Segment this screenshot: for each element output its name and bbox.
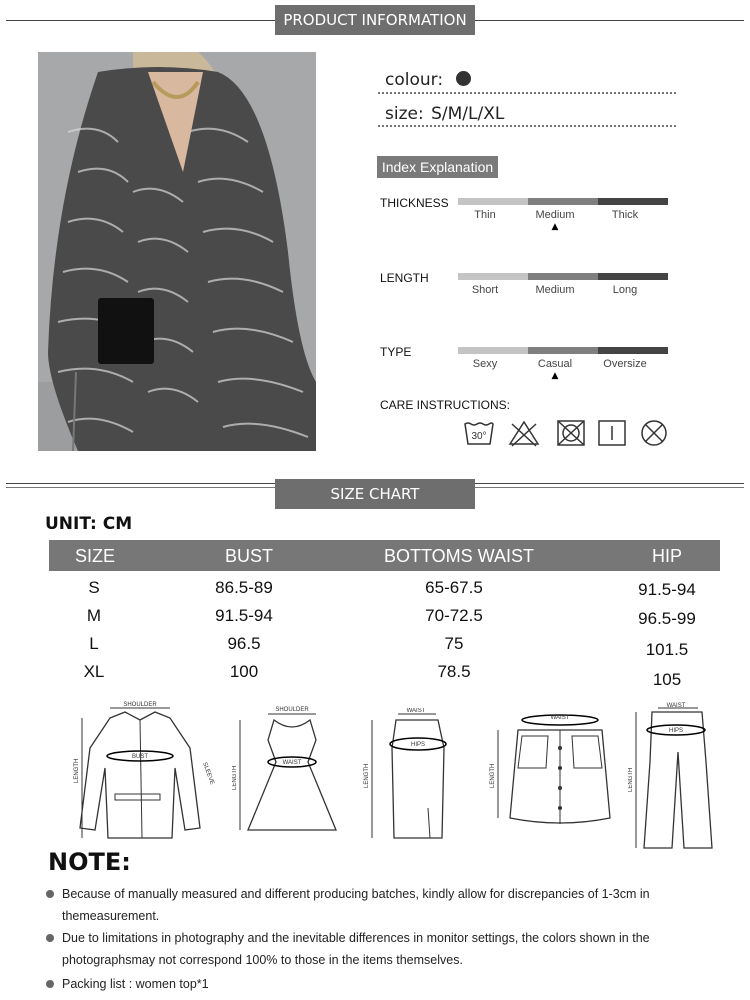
waist-label: WAIST	[666, 703, 686, 709]
colour-swatch[interactable]	[456, 71, 471, 86]
dress-diagram	[232, 700, 344, 842]
size-cell: 96.5	[227, 634, 261, 653]
scale-option: Medium	[535, 209, 575, 221]
scale-bar-segment	[458, 347, 528, 354]
no-tumble-dry-icon	[555, 418, 587, 448]
scale-bar-segment	[598, 273, 668, 280]
note-item: Because of manually measured and different producing batches, kindly allow for discrepancies of 1-3cm in themeasurement.	[62, 887, 650, 923]
size-cell: 65-67.5	[425, 578, 483, 597]
sleeve-label: SLEEVE	[201, 761, 215, 786]
size-cell: 91.5-94	[215, 606, 273, 625]
waist-label: WAIST	[282, 760, 302, 766]
skirt-diagram	[358, 708, 458, 844]
no-bleach-icon	[508, 418, 540, 448]
waist-label: WAIST	[550, 715, 570, 721]
size-cell: L	[89, 634, 99, 653]
pants-diagram	[628, 702, 718, 852]
selected-marker-icon: ▲	[551, 371, 559, 381]
dotted-divider	[378, 125, 676, 127]
shoulder-label: SHOULDER	[275, 707, 309, 713]
index-explanation-label: Index Explanation	[377, 156, 498, 178]
scale-bar-segment	[458, 273, 528, 280]
scale-option: Long	[612, 284, 638, 296]
line-dry-icon	[596, 418, 628, 448]
header-hip: HIP	[652, 546, 683, 566]
jacket-diagram	[70, 698, 220, 846]
scale-bar-segment	[458, 198, 528, 205]
note-item: Due to limitations in photography and the inevitable differences in monitor settings, the colors shown in the photographsmay not correspond 100% to those in the items themselves.	[62, 931, 650, 967]
hips-label: HIPS	[410, 742, 426, 748]
scale-bar-segment	[598, 198, 668, 205]
size-cell: 91.5-94	[638, 580, 696, 599]
scale-label: THICKNESS	[380, 196, 449, 210]
length-label: LENGTH	[364, 763, 370, 788]
size-chart-banner: SIZE CHART	[275, 479, 475, 509]
size-row	[385, 104, 504, 124]
bullet-icon	[46, 890, 54, 898]
scale-label: TYPE	[380, 345, 412, 359]
size-cell: 101.5	[645, 640, 689, 659]
bust-label: BUST	[131, 754, 149, 760]
note-title: NOTE:	[48, 848, 131, 876]
size-cell: M	[86, 606, 102, 625]
length-label: LENGTH	[490, 763, 496, 788]
wash-30-icon	[463, 418, 495, 448]
dotted-divider	[378, 92, 676, 94]
scale-bar-segment	[598, 347, 668, 354]
size-cell: 75	[444, 634, 464, 653]
header-bust: BUST	[225, 546, 274, 566]
scale-bar-segment	[528, 347, 598, 354]
size-cell: 70-72.5	[425, 606, 483, 625]
note-item: Packing list : women top*1	[62, 977, 209, 991]
scale-bar-segment	[528, 273, 598, 280]
bullet-icon	[46, 934, 54, 942]
scale-option: Casual	[537, 358, 573, 370]
length-label: LENGTH	[74, 758, 80, 783]
size-cell: 78.5	[437, 662, 471, 681]
bullet-icon	[46, 980, 54, 988]
care-instructions-title: CARE INSTRUCTIONS:	[380, 398, 511, 412]
size-cell: 86.5-89	[215, 578, 273, 597]
hips-label: HIPS	[668, 728, 684, 734]
size-label: size:	[385, 104, 424, 124]
scale-option: Thick	[611, 209, 639, 221]
no-dry-clean-icon	[638, 418, 670, 448]
product-photo	[38, 52, 316, 451]
size-cell: 105	[652, 670, 682, 689]
colour-label: colour:	[385, 70, 444, 90]
selected-marker-icon: ▲	[551, 222, 559, 232]
scale-bar-segment	[528, 198, 598, 205]
waist-label: WAIST	[406, 708, 426, 714]
size-cell: 96.5-99	[638, 609, 696, 628]
scale-label: LENGTH	[380, 271, 429, 285]
length-label: LENGTH	[232, 765, 238, 790]
scale-option: Oversize	[603, 358, 647, 370]
product-info-banner: PRODUCT INFORMATION	[275, 5, 475, 35]
header-size: SIZE	[75, 546, 116, 566]
size-cell: XL	[83, 662, 105, 681]
unit-label: UNIT: CM	[45, 514, 133, 534]
scale-option: Sexy	[472, 358, 498, 370]
scale-option: Medium	[535, 284, 575, 296]
size-cell: S	[88, 578, 100, 597]
wash-temp: 30°	[471, 431, 487, 442]
shoulder-label: SHOULDER	[123, 702, 157, 708]
size-value: S/M/L/XL	[431, 104, 505, 124]
length-label: LENGTH	[628, 767, 634, 792]
colour-row	[385, 70, 471, 90]
size-table-header	[49, 540, 720, 571]
scale-option: Short	[471, 284, 499, 296]
scale-option: Thin	[474, 209, 496, 221]
header-bottoms-waist: BOTTOMS WAIST	[384, 546, 535, 566]
size-cell: 100	[229, 662, 259, 681]
denim-skirt-diagram	[488, 708, 620, 836]
